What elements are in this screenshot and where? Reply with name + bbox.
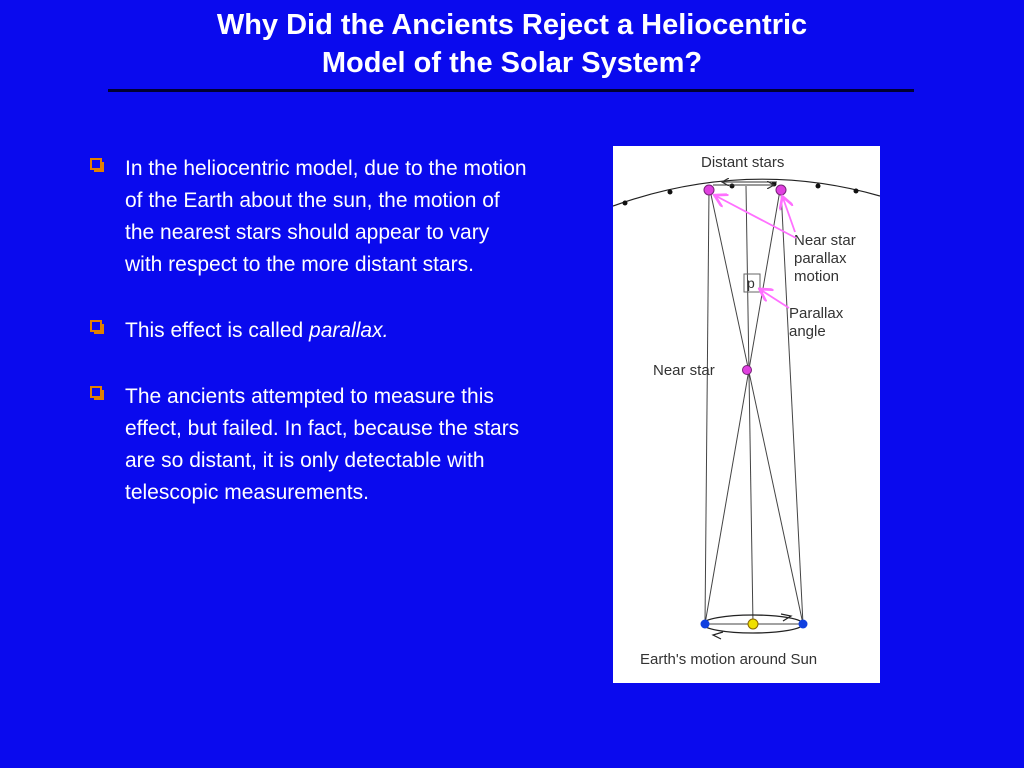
parallax-p-label: p: [747, 275, 755, 291]
apparent-near-star-left: [704, 185, 714, 195]
near-star-label: Near star: [653, 362, 715, 379]
distant-stars-label: Distant stars: [701, 154, 785, 171]
distant-star: [854, 189, 859, 194]
checkbox-bullet-icon: [90, 386, 102, 398]
parallax-angle-label-line1: Parallax: [789, 305, 844, 322]
bullet-item-parallax: [88, 315, 528, 347]
bullet-item-ancients: [88, 381, 528, 509]
bullet-text: In the heliocentric model, due to the motion of the Earth about the sun, the motion of the nearest stars should appear to vary with respect to the more distant stars.: [125, 157, 527, 276]
distant-star: [730, 184, 735, 189]
parallax-angle-label-line2: angle: [789, 323, 826, 340]
checkbox-bullet-icon: [90, 320, 102, 332]
checkbox-bullet-icon: [90, 158, 102, 170]
bullet-text: This effect is called: [125, 319, 310, 342]
bullet-item-heliocentric: [88, 153, 528, 281]
slide-title-line-1: Why Did the Ancients Reject a Heliocentric: [216, 9, 808, 41]
near-star: [743, 366, 752, 375]
apparent-near-star-right: [776, 185, 786, 195]
slide-title-line-2: Model of the Solar System?: [321, 47, 703, 79]
bullet-list: [88, 153, 528, 543]
parallax-diagram-svg: [613, 146, 880, 683]
parallax-motion-label-line2: parallax: [794, 250, 847, 267]
distant-star: [816, 184, 821, 189]
earth-motion-label: Earth's motion around Sun: [640, 651, 818, 668]
distant-star: [668, 190, 673, 195]
sun: [748, 619, 758, 629]
earth-right: [799, 620, 808, 629]
bullet-text: The ancients attempted to measure this effect, but failed. In fact, because the stars are so distant, it is only detectable with telescopic measurements.: [125, 385, 520, 504]
parallax-diagram: [613, 146, 880, 683]
parallax-motion-label-line3: motion: [794, 268, 840, 285]
parallax-motion-label-line1: Near star: [794, 232, 856, 249]
distant-star: [623, 201, 628, 206]
earth-left: [701, 620, 710, 629]
bullet-emphasis: parallax.: [309, 319, 389, 342]
slide-title: [0, 6, 1024, 82]
title-divider: [108, 89, 914, 92]
